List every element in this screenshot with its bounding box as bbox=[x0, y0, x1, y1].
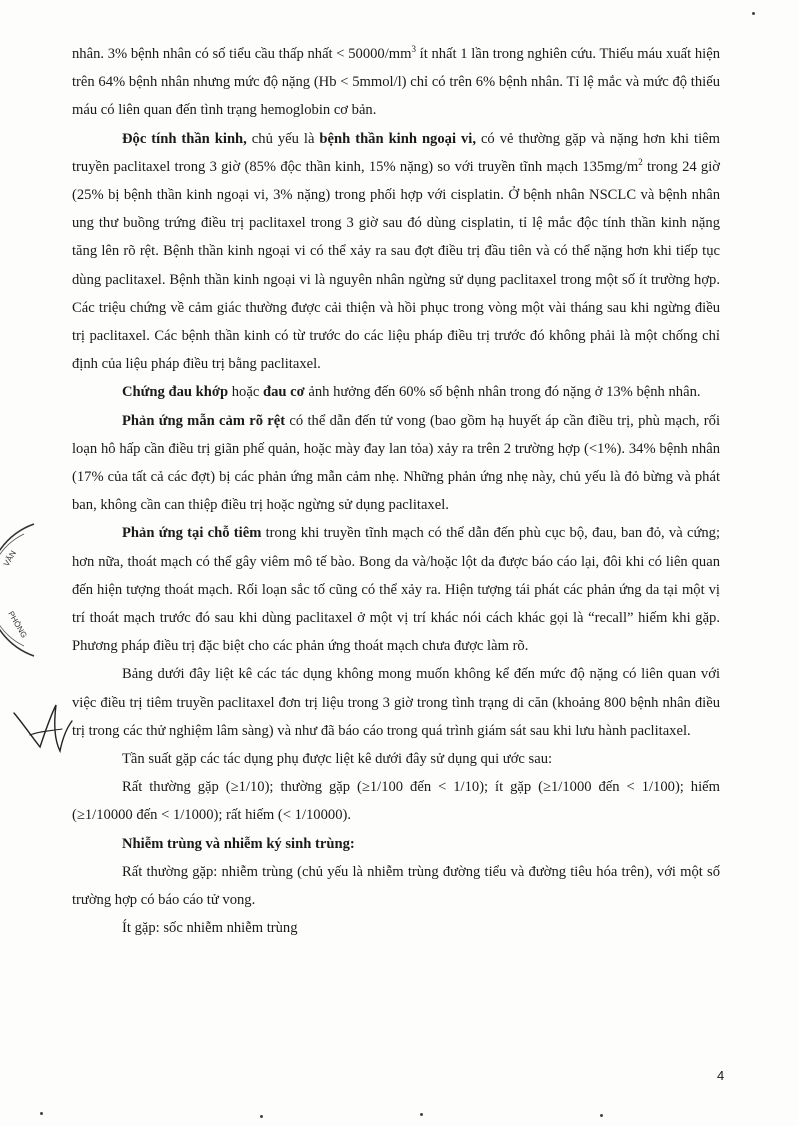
bold-term: Độc tính thần kinh, bbox=[122, 130, 247, 147]
bold-term: đau cơ bbox=[262, 384, 305, 401]
bold-term: Chứng đau khớp bbox=[122, 384, 229, 401]
text: ít nhất 1 lần trong nghiên cứu. Thiếu máu xuất hiện trên 64% bệnh nhân nhưng mức độ nặng (Hb < 5mmol/l) chỉ có trên 6% bệnh nhân. Tỉ lệ mắc và mức độ thiếu máu có liên quan đến tình trạng hemoglobin cơ bản. bbox=[72, 46, 720, 119]
text: có vẻ thường gặp và nặng hơn khi tiêm truyền paclitaxel trong 3 giờ (85% độc thần kinh, 15% nặng) so với truyền tĩnh mạch 135mg/m bbox=[72, 130, 720, 175]
svg-text:VĂN: VĂN bbox=[1, 549, 18, 568]
paragraph-table-intro: Bảng dưới đây liệt kê các tác dụng không mong muốn không kể đến mức độ nặng có liên quan với việc điều trị tiêm truyền paclitaxel đơn trị liệu trong 3 giờ trong tình trạng di căn (khoảng 800 bệnh nhân điều trị trong các thử nghiệm lâm sàng) và như đã báo cáo trong quá trình giám sát sau khi lưu hành paclitaxel. bbox=[72, 666, 720, 739]
document-body bbox=[72, 40, 720, 943]
text: nhân. 3% bệnh nhân có số tiểu cầu thấp nhất < 50000/mm bbox=[72, 46, 412, 62]
text: hoặc bbox=[228, 384, 263, 401]
paragraph-very-common: Rất thường gặp: nhiễm trùng (chủ yếu là nhiễm trùng đường tiểu và đường tiêu hóa trên), với một số trường hợp có báo cáo tử vong. bbox=[72, 863, 720, 909]
text: ảnh hưởng đến 60% số bệnh nhân trong đó nặng ở 13% bệnh nhân. bbox=[304, 384, 701, 401]
text: trong 24 giờ (25% bị bệnh thần kinh ngoại vi, 3% nặng) trong phối hợp với cisplatin. Ở bệnh nhân NSCLC và bệnh nhân ung thư buồng trứng điều trị paclitaxel trong 3 giờ sau đó dùng cisplatin, tỉ lệ mắc độc tính thần kinh nặng tăng lên rõ rệt. Bệnh thần kinh ngoại vi có thể xảy ra sau đợt điều trị đầu tiên và có thể nặng hơn khi tiếp tục dùng paclitaxel. Bệnh thần kinh ngoại vi là nguyên nhân ngừng sử dụng paclitaxel trong một số ít trường hợp. Các triệu chứng về cảm giác thường được cải thiện và hồi phục trong vòng một vài tháng sau khi ngừng điều trị paclitaxel. Các bệnh thần kinh có từ trước do các liệu pháp điều trị trước đó không phải là một chống chỉ định của liệu pháp điều trị bằng paclitaxel. bbox=[72, 158, 720, 373]
paragraph-arthralgia bbox=[72, 378, 720, 406]
svg-text:PHÒNG: PHÒNG bbox=[6, 609, 29, 640]
text: trong khi truyền tĩnh mạch có thể dẫn đến phù cục bộ, đau, ban đỏ, và cứng; hơn nữa, thoát mạch có thể gây viêm mô tế bào. Bong da và/hoặc lột da được báo cáo lại, đôi khi có liên quan đến hiện tượng thoát mạch. Rối loạn sắc tố cũng có thể xảy ra. Hiện tượng tái phát các phản ứng da tại một vị trí thoát mạch trước đó sau khi dùng paclitaxel ở một vị trí khác nói cách khác gọi là “recall” hiếm khi gặp. Phương pháp điều trị đặc biệt cho các phản ứng thoát mạch chưa được làm rõ. bbox=[72, 525, 720, 655]
text: chủ yếu là bbox=[246, 130, 320, 147]
superscript: 2 bbox=[638, 156, 643, 167]
section-heading-infections: Nhiễm trùng và nhiễm ký sinh trùng: bbox=[122, 835, 355, 852]
superscript: 3 bbox=[411, 44, 416, 54]
paragraph-hypersensitivity bbox=[72, 407, 720, 520]
scan-speck bbox=[40, 1112, 43, 1115]
paragraph-injection-site bbox=[72, 519, 720, 660]
bold-term: Phản ứng tại chỗ tiêm bbox=[122, 525, 262, 542]
signature bbox=[10, 695, 80, 765]
paragraph-neurotoxicity bbox=[72, 125, 720, 379]
scan-speck bbox=[420, 1113, 423, 1116]
paragraph-platelets-anemia bbox=[72, 40, 720, 125]
scan-speck bbox=[752, 12, 755, 15]
bold-term: bệnh thần kinh ngoại vi, bbox=[319, 130, 476, 147]
page-number: 4 bbox=[717, 1068, 725, 1083]
paragraph-uncommon: Ít gặp: sốc nhiễm nhiễm trùng bbox=[122, 920, 298, 937]
stamp-fragment bbox=[0, 520, 40, 660]
scan-speck bbox=[600, 1114, 603, 1117]
paragraph-frequency-definitions: Rất thường gặp (≥1/10); thường gặp (≥1/100 đến < 1/10); ít gặp (≥1/1000 đến < 1/100); hiếm (≥1/10000 đến < 1/1000); rất hiếm (< 1/10000). bbox=[72, 779, 720, 824]
text: có thể dẫn đến tử vong (bao gồm hạ huyết áp cần điều trị, phù mạch, rối loạn hô hấp cần điều trị giãn phế quản, hoặc mày đay lan tỏa) xảy ra trên 2 trường hợp (<1%). 34% bệnh nhân (17% của tất cả các đợt) bị các phản ứng mẫn cảm nhẹ. Những phản ứng nhẹ này, chủ yếu là đỏ bừng và phát ban, không cần can thiệp điều trị hoặc ngừng sử dụng paclitaxel. bbox=[72, 412, 720, 514]
paragraph-frequency-intro: Tần suất gặp các tác dụng phụ được liệt kê dưới đây sử dụng qui ước sau: bbox=[122, 751, 553, 768]
scan-speck bbox=[260, 1115, 263, 1118]
bold-term: Phản ứng mẫn cảm rõ rệt bbox=[122, 412, 286, 429]
